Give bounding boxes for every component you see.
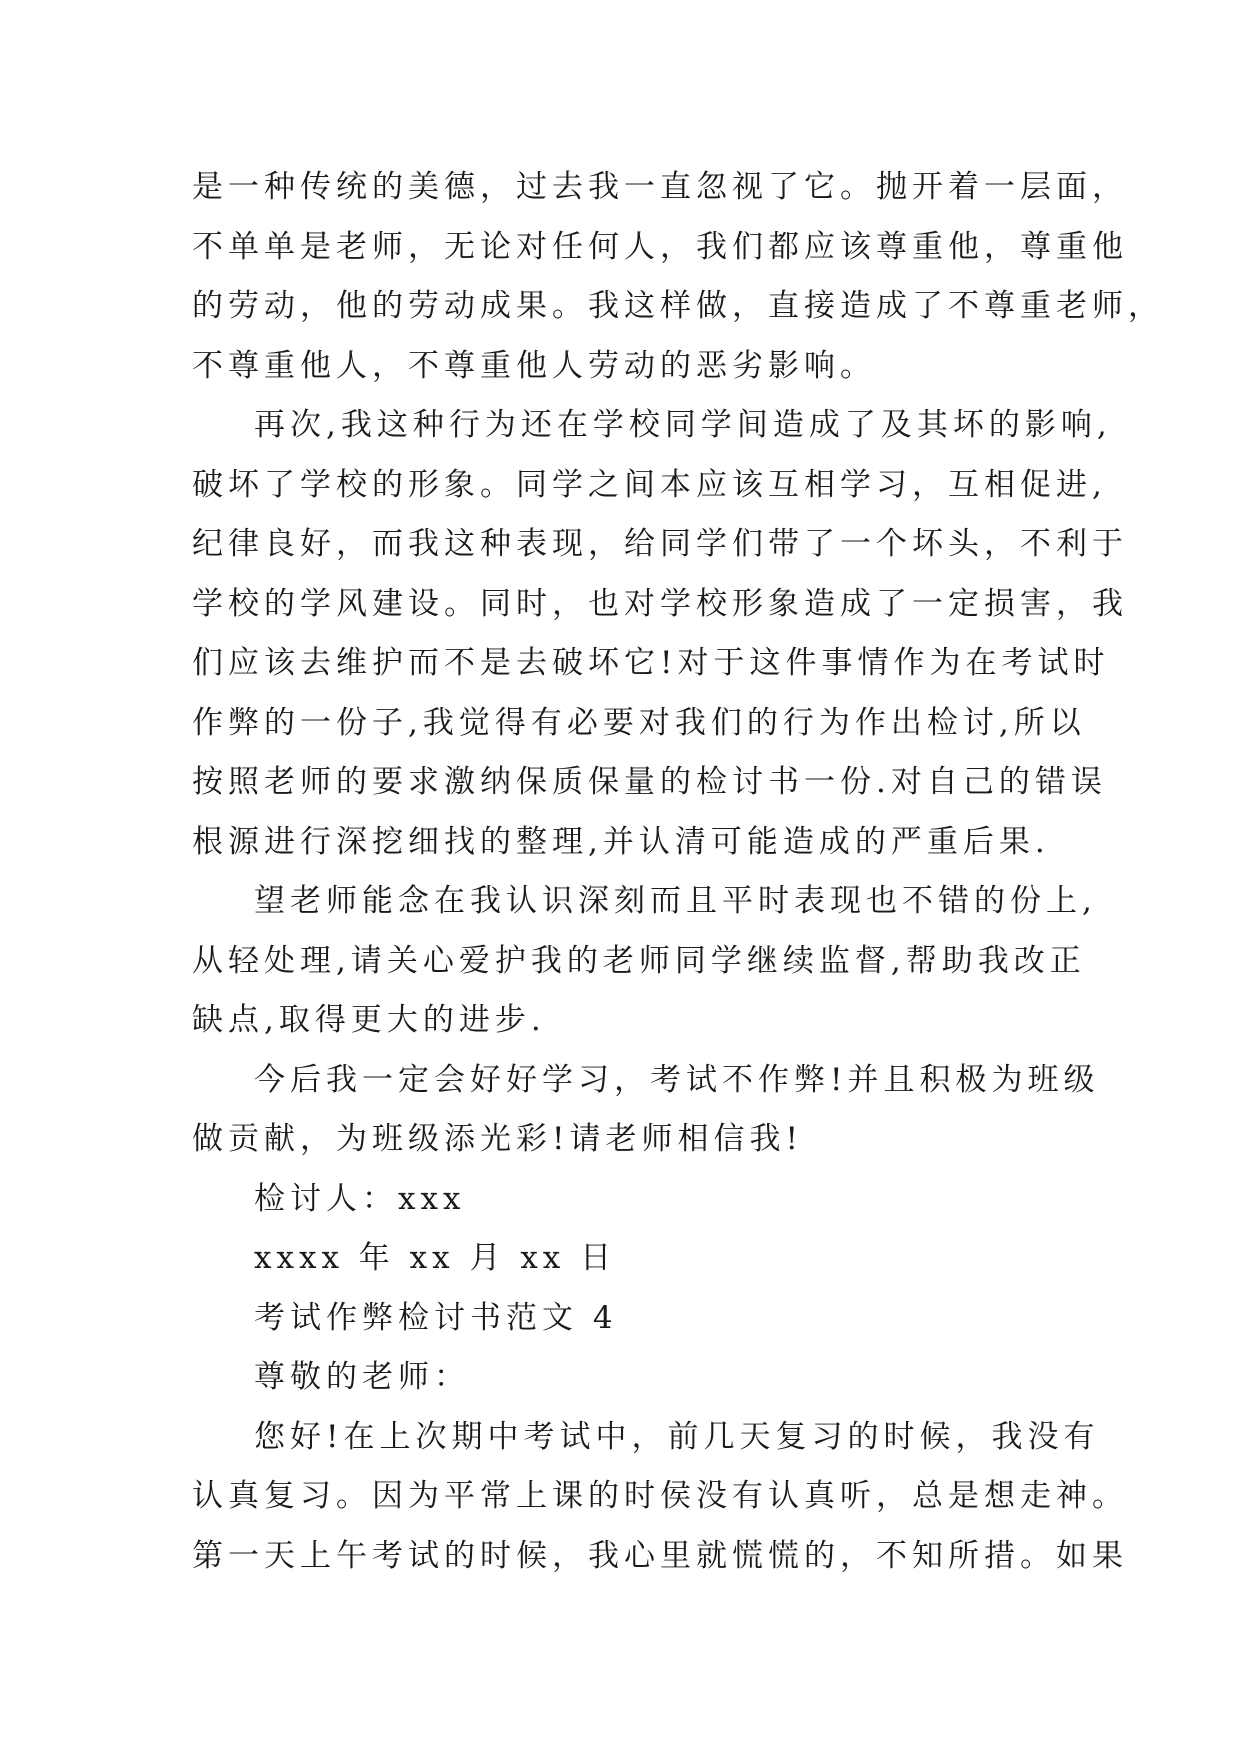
text-line: 破坏了学校的形象。同学之间本应该互相学习，互相促进,: [192, 466, 1107, 503]
text-line: 是一种传统的美德，过去我一直忽视了它。抛开着一层面，: [192, 169, 1128, 205]
text-line: 第一天上午考试的时候，我心里就慌慌的，不知所措。如果: [192, 1537, 1128, 1574]
text-line: 按照老师的要求激纳保质保量的检讨书一份.对自己的错误: [192, 764, 1107, 800]
text-line: 们应该去维护而不是去破坏它!对于这件事情作为在考试时: [192, 645, 1110, 681]
paragraph-2: [192, 396, 1128, 872]
text-line: 学校的学风建设。同时，也对学校形象造成了一定损害，我: [192, 585, 1128, 622]
text-line: 缺点,取得更大的进步.: [192, 1002, 546, 1038]
signature-date: [192, 1229, 1072, 1289]
text-line: 认真复习。因为平常上课的时侯没有认真听，总是想走神。: [192, 1478, 1128, 1514]
signature-author: [192, 1170, 1072, 1230]
text-line: 从轻处理,请关心爱护我的老师同学继续监督,帮助我改正: [192, 942, 1086, 979]
paragraph-4: [192, 1051, 1100, 1170]
text-line: 纪律良好，而我这种表现，给同学们带了一个坏头，不利于: [192, 526, 1128, 562]
document-body: [192, 158, 1164, 1586]
text-line: 考试作弊检讨书范文 4: [254, 1299, 618, 1336]
paragraph-3: [192, 872, 1097, 1051]
text-line: xxxx 年 xx 月 xx 日: [254, 1240, 617, 1276]
text-line: 不单单是老师，无论对任何人，我们都应该尊重他，尊重他: [192, 228, 1128, 265]
text-line: 今后我一定会好好学习，考试不作弊!并且积极为班级: [254, 1061, 1100, 1098]
paragraph-5: [192, 1408, 1128, 1587]
text-line: 您好!在上次期中考试中，前几天复习的时候，我没有: [254, 1418, 1100, 1455]
text-line: 做贡献，为班级添光彩!请老师相信我!: [192, 1121, 803, 1157]
text-line: 检讨人：xxx: [254, 1180, 466, 1217]
text-line: 不尊重他人，不尊重他人劳动的恶劣影响。: [192, 347, 876, 384]
text-line: 的劳动，他的劳动成果。我这样做，直接造成了不尊重老师，: [192, 288, 1164, 324]
salutation: [192, 1348, 1072, 1408]
text-line: 再次,我这种行为还在学校同学间造成了及其坏的影响,: [254, 407, 1112, 443]
paragraph-1: [192, 158, 1164, 396]
text-line: 根源进行深挖细找的整理,并认清可能造成的严重后果.: [192, 823, 1050, 860]
section-heading: [192, 1289, 1072, 1349]
text-line: 望老师能念在我认识深刻而且平时表现也不错的份上,: [254, 883, 1097, 919]
text-line: 作弊的一份子,我觉得有必要对我们的行为作出检讨,所以: [192, 704, 1086, 741]
text-line: 尊敬的老师：: [254, 1359, 470, 1395]
